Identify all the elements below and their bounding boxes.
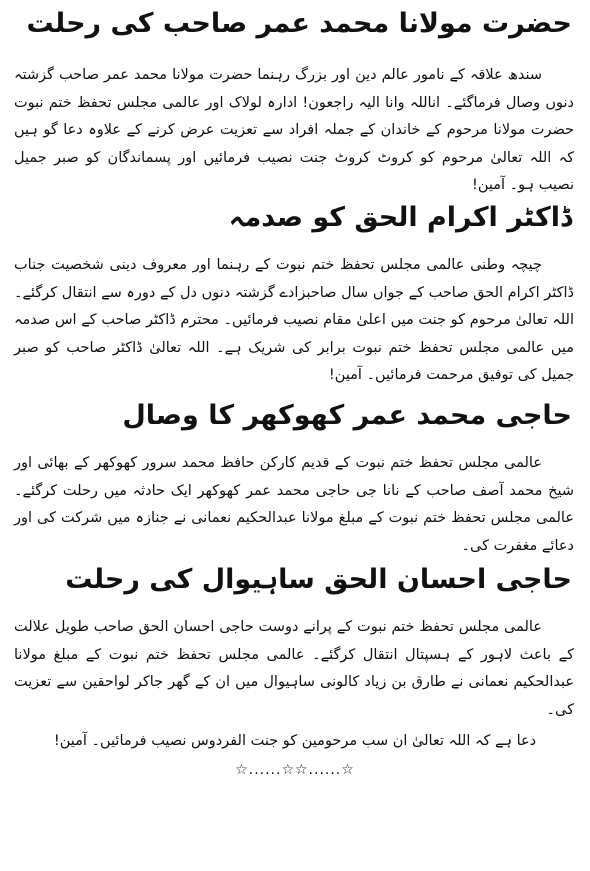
paragraph-haji-umar-khokhar: عالمی مجلس تحفظ ختم نبوت کے قدیم کارکن حافظ محمد سرور کھوکھر کے بھائی اور شیخ محمد آصف صاحب کے نانا جی حاجی محمد عمر کھوکھر ایک حادثہ میں رحلت کرگئے۔ عالمی مجلس تحفظ ختم نبوت کے مبلغ مولانا عبدالحکیم نعمانی نے جنازہ میں شرکت کی اور دعائے مغفرت کی۔ — [14, 455, 574, 554]
paragraph-dr-ikram-ul-haq: چیچہ وطنی عالمی مجلس تحفظ ختم نبوت کے رہنما اور معروف دینی شخصیت جناب ڈاکٹر اکرام الحق صاحب کے جواں سال صاحبزادے گزشتہ دنوں دل کے دورہ سے انتقال کرگئے۔ اللہ تعالیٰ مرحوم کو جنت میں اعلیٰ مقام نصیب فرمائیں۔ محترم ڈاکٹر صاحب کے اس صدمہ میں عالمی مجلس تحفظ ختم نبوت برابر کی شریک ہے۔ اللہ تعالیٰ ڈاکٹر صاحب کو صبر جمیل کی توفیق مرحمت فرمائیں۔ آمین! — [14, 257, 574, 383]
closing-prayer: دعا ہے کہ اللہ تعالیٰ ان سب مرحومین کو جنت الفردوس نصیب فرمائیں۔ آمین! — [53, 733, 537, 749]
heading-maulana-umar: حضرت مولانا محمد عمر صاحب کی رحلت — [26, 8, 572, 39]
heading-haji-umar-khokhar: حاجی محمد عمر کھوکھر کا وصال — [122, 400, 572, 431]
star-separator: ☆......☆☆......☆ — [235, 762, 355, 778]
heading-haji-ehsan-ul-haq: حاجی احسان الحق ساہیوال کی رحلت — [65, 564, 572, 595]
heading-dr-ikram-ul-haq: ڈاکٹر اکرام الحق کو صدمہ — [228, 202, 572, 233]
paragraph-haji-ehsan-ul-haq: عالمی مجلس تحفظ ختم نبوت کے پرانے دوست حاجی احسان الحق صاحب طویل علالت کے باعث لاہور کے ہسپتال انتقال کرگئے۔ عالمی مجلس تحفظ ختم نبوت کے مبلغ مولانا عبدالحکیم نعمانی نے طارق بن زیاد کالونی ساہیوال میں ان کے گھر جاکر لواحقین سے تعزیت کی۔ — [14, 619, 574, 718]
paragraph-maulana-umar: سندھ علاقہ کے نامور عالم دین اور بزرگ رہنما حضرت مولانا محمد عمر صاحب گزشتہ دنوں وصال فرماگئے۔ اناللہ وانا الیہ راجعون! ادارہ لولاک اور عالمی مجلس تحفظ ختم نبوت حضرت مولانا مرحوم کے خاندان کے جملہ افراد سے تعزیت عرض کرنے کے علاوہ دعا گو ہیں کہ اللہ تعالیٰ مرحوم کو کروٹ کروٹ جنت نصیب فرمائیں اور پسماندگان کو صبر جمیل نصیب ہو۔ آمین! — [14, 67, 574, 193]
